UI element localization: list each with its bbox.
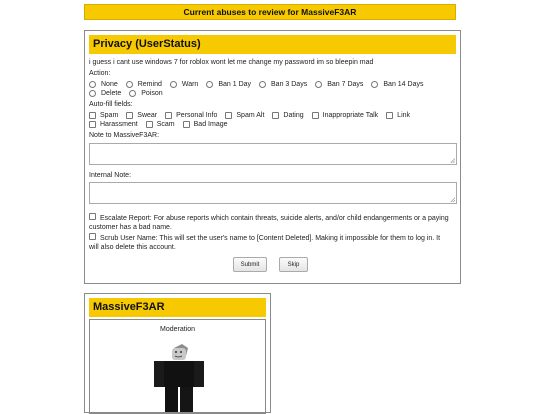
resize-grip-icon[interactable] [450,158,455,163]
radio-icon[interactable] [170,81,177,88]
user-panel-title: MassiveF3AR [89,298,266,317]
radio-icon[interactable] [126,81,133,88]
checkbox-icon[interactable] [89,213,96,220]
autofill-label: Auto-fill fields: [89,101,133,108]
roblox-avatar-icon [150,342,210,414]
checkbox-icon[interactable] [89,121,96,128]
autofill-options-row2 [89,121,236,128]
autofill-link[interactable]: Link [386,112,410,119]
autofill-personal-info[interactable]: Personal Info [165,112,217,119]
autofill-spam-alt[interactable]: Spam Alt [225,112,264,119]
scrub-option[interactable]: Scrub User Name: This will set the user's name to [Content Deleted]. Making it impossible for them to log in. It will also delete this account. [89,235,441,251]
action-options-row1 [89,81,431,88]
autofill-dating[interactable]: Dating [272,112,303,119]
radio-icon[interactable] [89,81,96,88]
checkbox-icon[interactable] [225,112,232,119]
autofill-bad-image[interactable]: Bad Image [183,121,228,128]
radio-icon[interactable] [371,81,378,88]
autofill-spam[interactable]: Spam [89,112,118,119]
action-ban-14-days[interactable]: Ban 14 Days [371,81,423,88]
radio-icon[interactable] [89,90,96,97]
checkbox-icon[interactable] [126,112,133,119]
action-label: Action: [89,70,111,77]
note-textarea[interactable] [89,143,457,165]
radio-icon[interactable] [315,81,322,88]
autofill-harassment[interactable]: Harassment [89,121,138,128]
checkbox-icon[interactable] [146,121,153,128]
radio-icon[interactable] [129,90,136,97]
user-panel [84,293,271,413]
checkbox-icon[interactable] [165,112,172,119]
page-title: Current abuses to review for MassiveF3AR [84,4,456,20]
action-none[interactable]: None [89,81,118,88]
abuse-report-panel [84,30,461,284]
checkbox-icon[interactable] [89,233,96,240]
skip-button[interactable]: Skip [279,257,308,272]
action-poison[interactable]: Poison [129,90,162,97]
action-delete[interactable]: Delete [89,90,121,97]
radio-icon[interactable] [259,81,266,88]
autofill-scam[interactable]: Scam [146,121,175,128]
resize-grip-icon[interactable] [450,197,455,202]
checkbox-icon[interactable] [312,112,319,119]
autofill-inappropriate-talk[interactable]: Inappropriate Talk [312,112,379,119]
internal-note-label: Internal Note: [89,172,132,179]
report-message: i guess i cant use windows 7 for roblox wont let me change my password im so bleepin mad [89,59,374,66]
action-ban-3-days[interactable]: Ban 3 Days [259,81,307,88]
action-remind[interactable]: Remind [126,81,162,88]
escalate-option[interactable]: Escalate Report: For abuse reports which contain threats, suicide alerts, and/or child endangerments or a paying customer has a bad name. [89,215,449,231]
checkbox-icon[interactable] [89,112,96,119]
checkbox-icon[interactable] [386,112,393,119]
radio-icon[interactable] [206,81,213,88]
action-ban-1-day[interactable]: Ban 1 Day [206,81,251,88]
checkbox-icon[interactable] [272,112,279,119]
report-title: Privacy (UserStatus) [89,35,456,54]
action-warn[interactable]: Warn [170,81,198,88]
action-ban-7-days[interactable]: Ban 7 Days [315,81,363,88]
action-options-row2 [89,90,171,97]
internal-note-textarea[interactable] [89,182,457,204]
moderation-box [89,319,266,414]
moderation-label: Moderation [159,326,196,333]
checkbox-icon[interactable] [183,121,190,128]
autofill-options-row1 [89,112,418,119]
submit-button[interactable]: Submit [233,257,267,272]
autofill-swear[interactable]: Swear [126,112,157,119]
note-label: Note to MassiveF3AR: [89,132,160,139]
